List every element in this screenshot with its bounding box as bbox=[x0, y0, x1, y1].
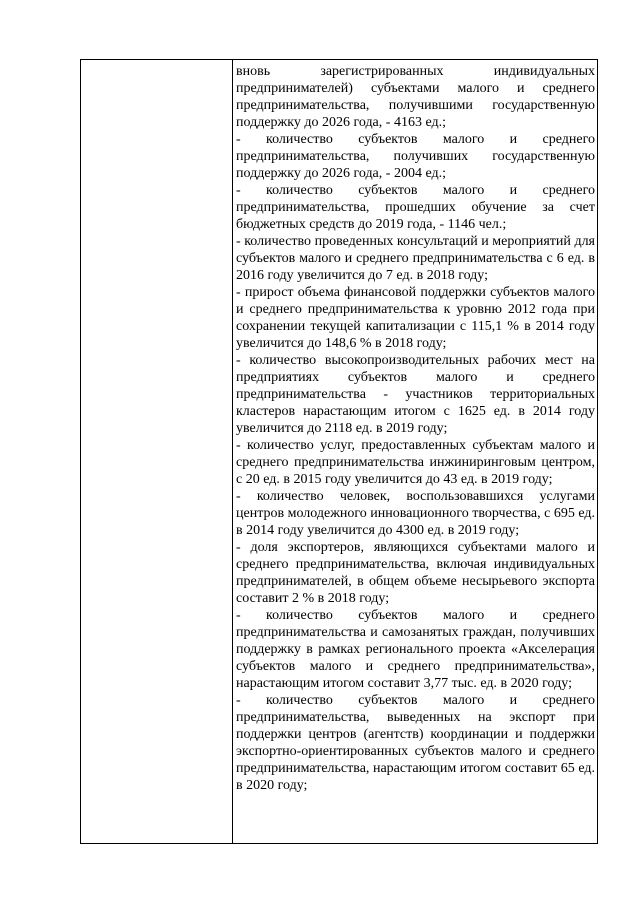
paragraph: - количество проведенных консультаций и мероприятий для субъектов малого и среднего предпринимательства с 6 ед. в 2016 году увеличится до 7 ед. в 2018 году; bbox=[236, 234, 595, 283]
paragraph: - количество человек, воспользовавшихся услугами центров молодежного инновационного творчества, с 695 ед. в 2014 году увеличится до 4300 ед. в 2019 году; bbox=[236, 489, 595, 538]
paragraph: - количество субъектов малого и среднего предпринимательства и самозанятых граждан, получивших поддержку в рамках регионального проекта «Акселерация субъектов малого и среднего предпринимательства», нарастающим итогом составит 3,77 тыс. ед. в 2020 году; bbox=[236, 608, 595, 691]
paragraph: - количество высокопроизводительных рабочих мест на предприятиях субъектов малого и среднего предпринимательства - участников территориальных кластеров нарастающим итогом с 1625 ед. в 2014 году увеличится до 2118 ед. в 2019 году; bbox=[236, 353, 595, 436]
paragraph: - прирост объема финансовой поддержки субъектов малого и среднего предпринимательства к уровню 2012 года при сохранении текущей капитализации с 115,1 % в 2014 году увеличится до 148,6 % в 2018 году; bbox=[236, 285, 595, 351]
document-table bbox=[80, 59, 598, 844]
paragraph: - количество субъектов малого и среднего предпринимательства, выведенных на экспорт при поддержки центров (агентств) координации и поддержки экспортно-ориентированных субъектов малого и среднего предпринимательства, нарастающим итогом составит 65 ед. в 2020 году; bbox=[236, 693, 595, 793]
paragraph: вновь зарегистрированных индивидуальных предпринимателей) субъектами малого и среднего предпринимательства, получившими государственную поддержку до 2026 года, - 4163 ед.; bbox=[236, 64, 595, 130]
paragraph: - количество услуг, предоставленных субъектам малого и среднего предпринимательства инжиниринговым центром, с 20 ед. в 2015 году увеличится до 43 ед. в 2019 году; bbox=[236, 438, 595, 487]
table-left-cell bbox=[81, 60, 233, 843]
table-right-cell bbox=[233, 60, 597, 843]
paragraph: - количество субъектов малого и среднего предпринимательства, получивших государственную поддержку до 2026 года, - 2004 ед.; bbox=[236, 132, 595, 181]
paragraph: - количество субъектов малого и среднего предпринимательства, прошедших обучение за счет бюджетных средств до 2019 года, - 1146 чел.; bbox=[236, 183, 595, 232]
paragraph: - доля экспортеров, являющихся субъектами малого и среднего предпринимательства, включая индивидуальных предпринимателей, в общем объеме несырьевого экспорта составит 2 % в 2018 году; bbox=[236, 540, 595, 606]
